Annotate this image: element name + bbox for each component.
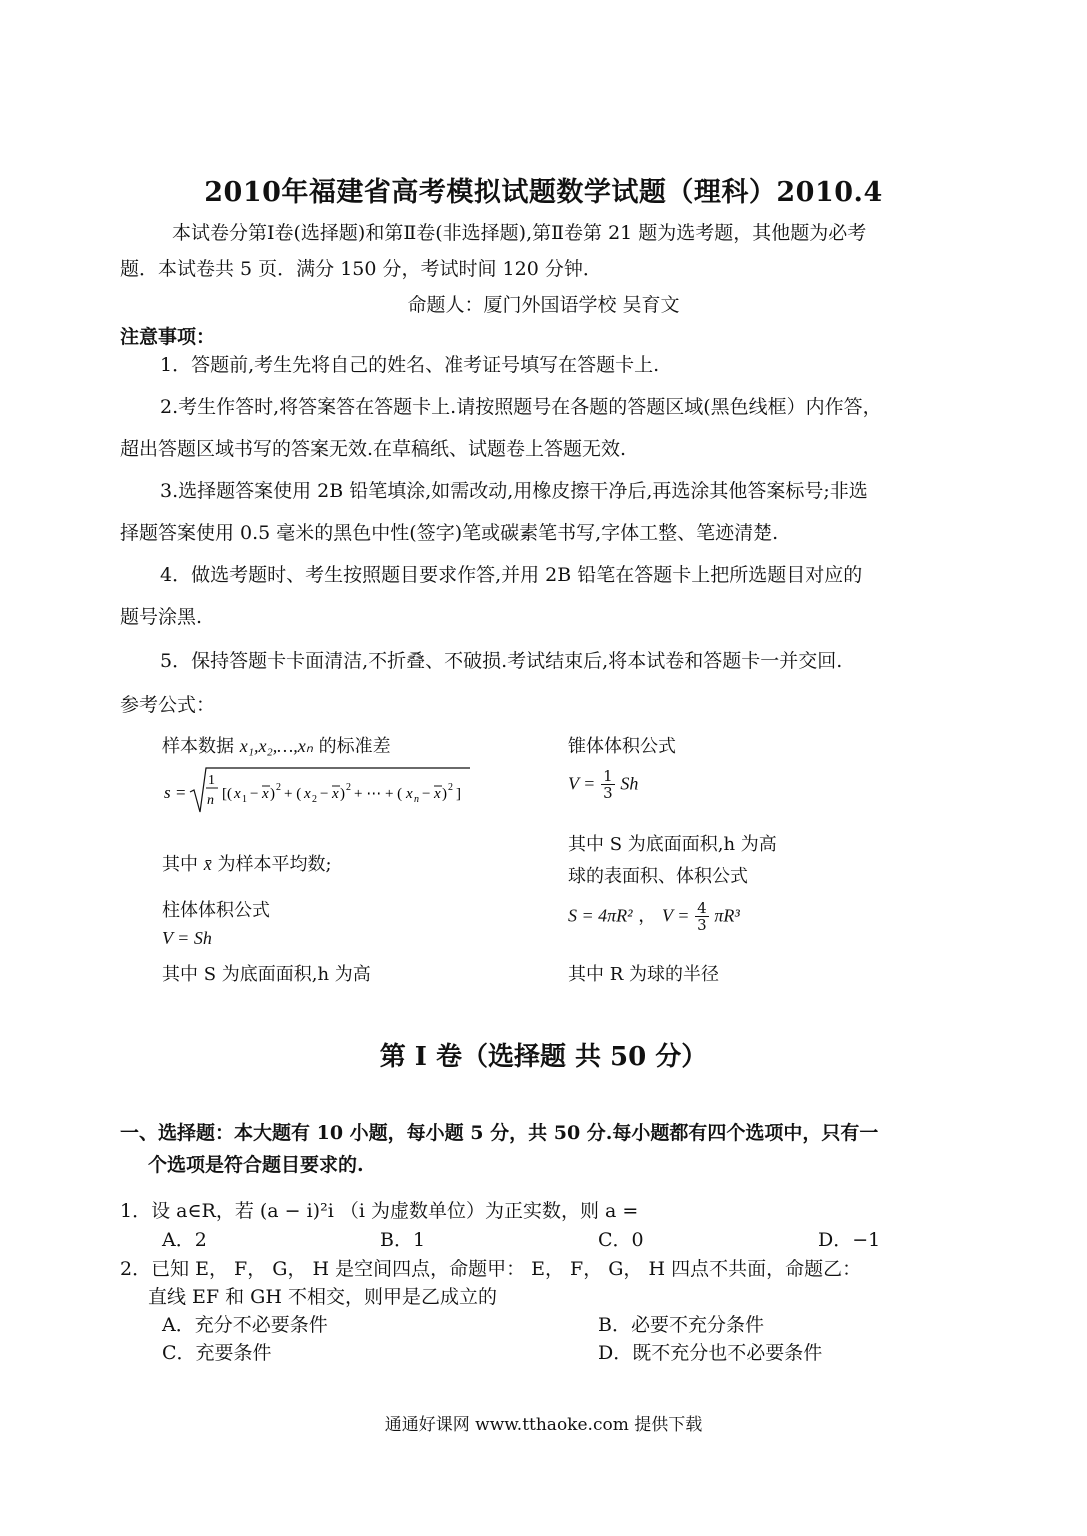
- question-1-option-a: A．2: [162, 1229, 207, 1251]
- sphere-formula: S = 4πR² ， V = $\frac{4}{3}$ πR³: [568, 899, 740, 934]
- part-heading-line-1: 一、选择题：本大题有 10 小题，每小题 5 分，共 50 分.每小题都有四个选项中，只有一: [120, 1122, 879, 1144]
- svg-text:s: s: [164, 783, 171, 802]
- svg-text:): ): [270, 786, 275, 802]
- question-1-option-d: D．−1: [818, 1229, 881, 1251]
- question-1-option-c: C．0: [598, 1229, 644, 1251]
- svg-text:−: −: [422, 786, 431, 802]
- svg-text:−: −: [250, 786, 259, 802]
- note-item-4: 4．做选考题时、考生按照题目要求作答,并用 2B 铅笔在答题卡上把所选题目对应的: [160, 564, 863, 586]
- svg-text:+ ⋯ + (: + ⋯ + (: [354, 786, 403, 802]
- question-2-option-c: C．充要条件: [162, 1342, 272, 1364]
- svg-text:−: −: [320, 786, 329, 802]
- question-2-stem-1: 2．已知 E， F， G， H 是空间四点，命题甲： E， F， G， H 四点不共面，命题乙：: [120, 1258, 862, 1280]
- svg-text:2: 2: [448, 782, 453, 793]
- intro-line-1: 本试卷分第Ⅰ卷(选择题)和第Ⅱ卷(非选择题),第Ⅱ卷第 21 题为选考题，其他题为必考: [172, 222, 867, 244]
- svg-text:n: n: [414, 794, 419, 805]
- svg-text:x: x: [304, 786, 311, 802]
- svg-text:1: 1: [242, 794, 247, 805]
- page-footer: 通通好课网 www.tthaoke.com 提供下载: [384, 1415, 703, 1435]
- std-dev-formula: [160, 762, 490, 816]
- sphere-fraction: $\frac{4}{3}$: [697, 899, 707, 934]
- question-2-stem-2: 直线 EF 和 GH 不相交，则甲是乙成立的: [148, 1286, 497, 1308]
- svg-text:]: ]: [456, 786, 461, 802]
- section-title: 第 I 卷（选择题 共 50 分）: [379, 1042, 708, 1072]
- note-item-2-cont: 超出答题区域书写的答案无效.在草稿纸、试题卷上答题无效.: [120, 438, 627, 460]
- intro-line-2: 题．本试卷共 5 页．满分 150 分，考试时间 120 分钟．: [120, 258, 602, 280]
- part-heading-line-2: 个选项是符合题目要求的.: [148, 1154, 364, 1176]
- svg-text:): ): [442, 786, 447, 802]
- svg-text:): ): [340, 786, 345, 802]
- cone-formula: V = $\frac{1}{3}$ Sh: [568, 767, 639, 802]
- svg-text:2: 2: [312, 794, 317, 805]
- note-item-5: 5．保持答题卡卡面清洁,不折叠、不破损.考试结束后,将本试卷和答题卡一并交回.: [160, 650, 843, 672]
- svg-text:x: x: [434, 786, 441, 802]
- notes-heading: 注意事项：: [120, 326, 216, 348]
- note-item-4-cont: 题号涂黑.: [120, 606, 203, 628]
- formulas-heading: 参考公式：: [120, 694, 216, 716]
- note-item-1: 1．答题前,考生先将自己的姓名、准考证号填写在答题卡上.: [160, 354, 660, 376]
- svg-text:2: 2: [276, 782, 281, 793]
- svg-text:x: x: [406, 786, 413, 802]
- svg-text:=: =: [176, 783, 186, 802]
- svg-text:2: 2: [346, 782, 351, 793]
- page-title: 2010年福建省高考模拟试题数学试题（理科）2010.4: [204, 177, 883, 208]
- question-1-stem: 1．设 a∈R，若 (a − i)²i （i 为虚数单位）为正实数，则 a =: [120, 1200, 639, 1222]
- author-line: 命题人：厦门外国语学校 吴育文: [407, 294, 680, 316]
- question-2-option-a: A．充分不必要条件: [162, 1314, 328, 1336]
- question-2-option-d: D．既不充分也不必要条件: [598, 1342, 823, 1364]
- svg-text:+ (: + (: [284, 786, 302, 802]
- cone-label: 锥体体积公式: [568, 736, 676, 757]
- svg-text:x: x: [234, 786, 241, 802]
- question-2-option-b: B．必要不充分条件: [598, 1314, 764, 1336]
- prism-formula: V = Sh: [162, 928, 212, 948]
- mean-note: 其中 x̄ 为样本平均数;: [162, 854, 332, 875]
- svg-text:[(: [(: [222, 786, 232, 802]
- note-item-2: 2.考生作答时,将答案答在答题卡上.请按照题号在各题的答题区域(黑色线框）内作答，: [160, 396, 882, 418]
- question-1-option-b: B．1: [380, 1229, 426, 1251]
- sphere-label: 球的表面积、体积公式: [568, 866, 748, 887]
- svg-text:x: x: [332, 786, 339, 802]
- svg-text:1: 1: [208, 773, 215, 788]
- note-item-3-cont: 择题答案使用 0.5 毫米的黑色中性(签字)笔或碳素笔书写,字体工整、笔迹清楚.: [120, 522, 779, 544]
- svg-text:x: x: [262, 786, 269, 802]
- sphere-note: 其中 R 为球的半径: [568, 964, 719, 985]
- cone-fraction: $\frac{1}{3}$: [603, 767, 613, 802]
- prism-note: 其中 S 为底面面积,h 为高: [162, 964, 371, 985]
- note-item-3: 3.选择题答案使用 2B 铅笔填涂,如需改动,用橡皮擦干净后,再选涂其他答案标号;非选: [160, 480, 868, 502]
- cone-note: 其中 S 为底面面积,h 为高: [568, 834, 777, 855]
- std-dev-label: 样本数据 x₁,x₂,…,xₙ 的标准差: [162, 736, 391, 757]
- prism-label: 柱体体积公式: [162, 900, 270, 921]
- svg-text:n: n: [207, 793, 214, 808]
